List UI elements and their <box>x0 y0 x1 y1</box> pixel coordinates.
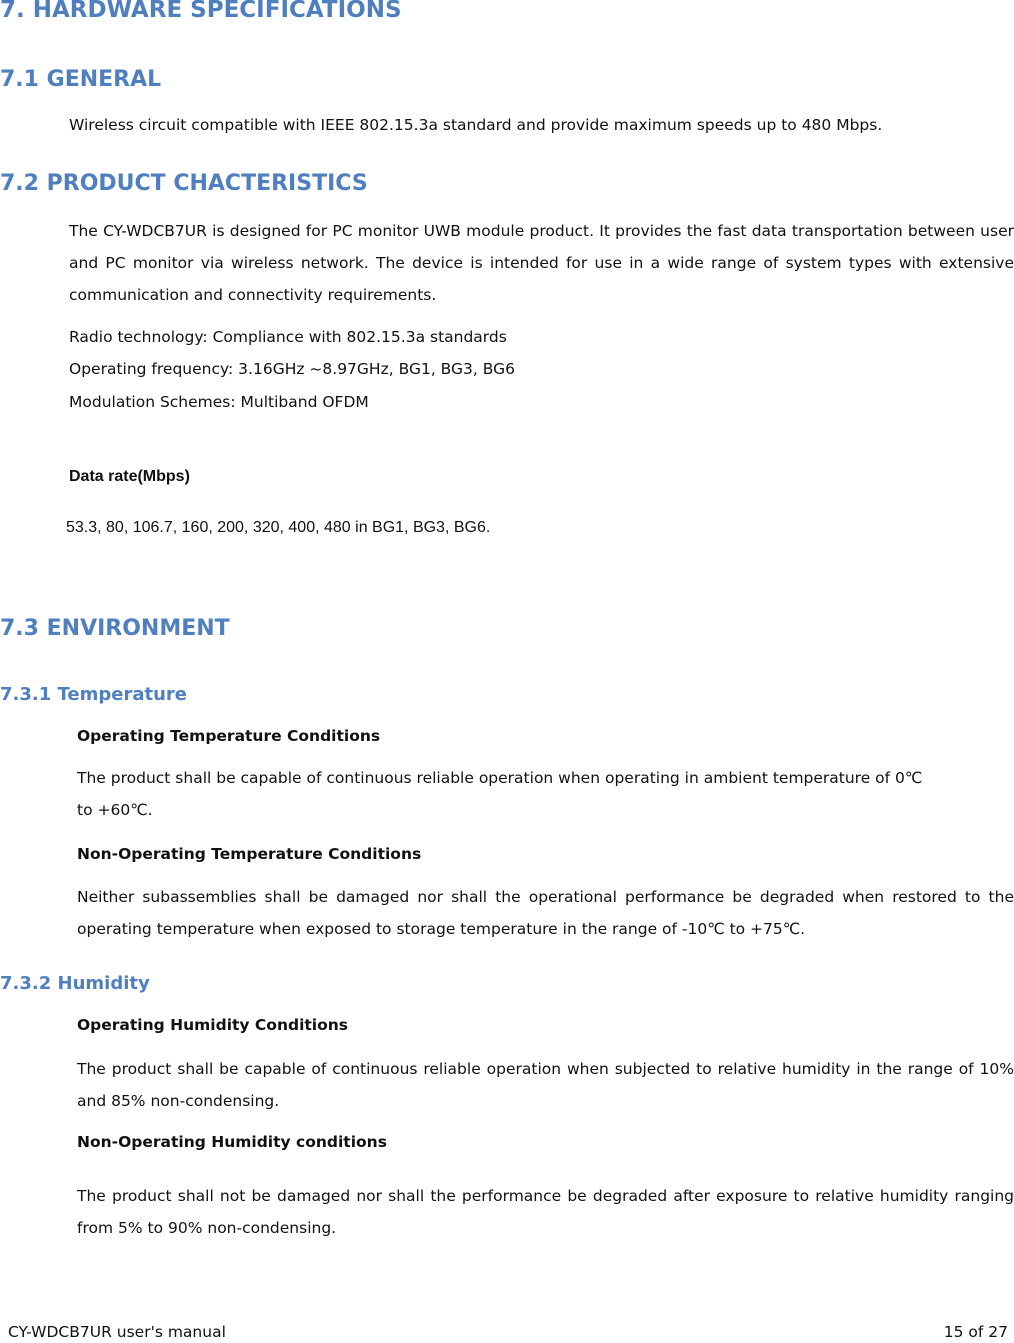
non-operating-temperature-text: Neither subassemblies shall be damaged nor shall the operational performance be degraded when restored to the operating temperature when exposed to storage temperature in the range of -10℃ to +75℃. <box>77 888 1014 938</box>
data-rate-label: Data rate(Mbps) <box>69 468 190 485</box>
section-7-1-heading: 7.1 GENERAL <box>0 67 162 92</box>
data-rate-values: 53.3, 80, 106.7, 160, 200, 320, 400, 480 in BG1, BG3, BG6. <box>66 519 491 536</box>
operating-frequency: Operating frequency: 3.16GHz ~8.97GHz, BG1, BG3, BG6 <box>69 360 515 378</box>
footer-document-name: CY-WDCB7UR user's manual <box>8 1323 226 1341</box>
section-7-3-heading: 7.3 ENVIRONMENT <box>0 616 230 641</box>
section-7-1-text: Wireless circuit compatible with IEEE 802.15.3a standard and provide maximum speeds up to 480 Mbps. <box>69 116 883 134</box>
section-7-3-1-heading: 7.3.1 Temperature <box>0 684 187 705</box>
operating-temperature-title: Operating Temperature Conditions <box>77 727 381 745</box>
operating-temperature-text-line1: The product shall be capable of continuous reliable operation when operating in ambient temperature of 0℃ <box>77 769 923 787</box>
footer-page-number: 15 of 27 <box>943 1323 1008 1341</box>
operating-humidity-title: Operating Humidity Conditions <box>77 1016 349 1034</box>
section-7-title: 7. HARDWARE SPECIFICATIONS <box>0 0 402 23</box>
non-operating-humidity-text: The product shall not be damaged nor shall the performance be degraded after exposure to relative humidity ranging from 5% to 90% non-condensing. <box>77 1187 1014 1237</box>
modulation-schemes: Modulation Schemes: Multiband OFDM <box>69 393 369 411</box>
radio-technology: Radio technology: Compliance with 802.15.3a standards <box>69 328 507 346</box>
operating-humidity-text: The product shall be capable of continuous reliable operation when subjected to relative humidity in the range of 10% and 85% non-condensing. <box>77 1060 1014 1110</box>
non-operating-temperature-title: Non-Operating Temperature Conditions <box>77 845 422 863</box>
section-7-3-2-heading: 7.3.2 Humidity <box>0 973 150 994</box>
operating-temperature-text-line2: to +60℃. <box>77 801 153 819</box>
section-7-2-paragraph: The CY-WDCB7UR is designed for PC monitor UWB module product. It provides the fast data transportation between user and PC monitor via wireless network. The device is intended for use in a wide range of system types with extensive communication and connectivity requirements. <box>69 222 1014 304</box>
section-7-2-heading: 7.2 PRODUCT CHACTERISTICS <box>0 171 368 196</box>
non-operating-humidity-title: Non-Operating Humidity conditions <box>77 1133 387 1151</box>
